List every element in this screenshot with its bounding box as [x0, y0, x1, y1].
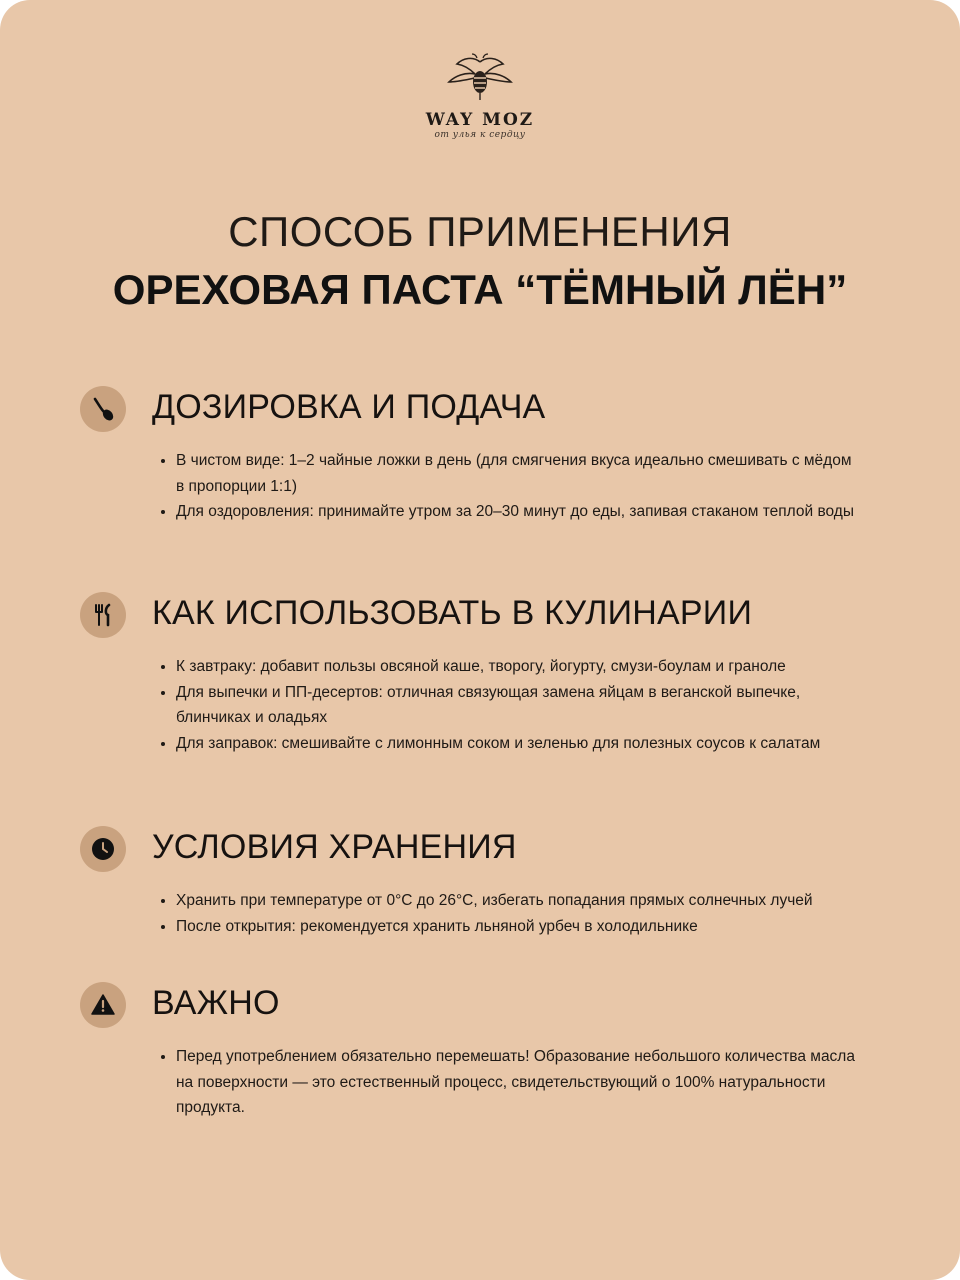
clock-icon	[80, 826, 126, 872]
list-item: • Для заправок: смешивайте с лимонным соком и зеленью для полезных соусов к салатам	[176, 731, 856, 757]
list-item: • В чистом виде: 1–2 чайные ложки в день (для смягчения вкуса идеально смешивать с мёдом в пропорции 1:1)	[176, 448, 856, 499]
bee-logo-icon	[445, 52, 515, 108]
section-title: УСЛОВИЯ ХРАНЕНИЯ	[152, 828, 517, 866]
brand-tagline: от улья к сердцу	[434, 130, 526, 140]
bullet-list	[160, 888, 876, 939]
list-item: • Хранить при температуре от 0°С до 26°С, избегать попадания прямых солнечных лучей	[176, 888, 876, 914]
list-item: • Для выпечки и ПП-десертов: отличная связующая замена яйцам в веганской выпечке, блинчиках и оладьях	[176, 680, 856, 731]
bullet-list	[160, 1044, 856, 1121]
section-title: КАК ИСПОЛЬЗОВАТЬ В КУЛИНАРИИ	[152, 594, 753, 632]
list-item: • К завтраку: добавит пользы овсяной каше, творогу, йогурту, смузи-боулам и граноле	[176, 654, 856, 680]
list-item: • Перед употреблением обязательно перемешать! Образование небольшого количества масла на поверхности — это естественный процесс, свидетельствующий о 100% натуральности продукта.	[176, 1044, 856, 1121]
product-title: ОРЕХОВАЯ ПАСТА “ТЁМНЫЙ ЛЁН”	[112, 266, 848, 313]
brand-name: WAY MOZ	[425, 110, 535, 130]
list-item: • После открытия: рекомендуется хранить льняной урбеч в холодильнике	[176, 914, 876, 940]
spoon-icon	[80, 386, 126, 432]
bullet-list	[160, 448, 856, 525]
fork-knife-icon	[80, 592, 126, 638]
list-item: • Для оздоровления: принимайте утром за 20–30 минут до еды, запивая стаканом теплой воды	[176, 499, 856, 525]
section-title: ДОЗИРОВКА И ПОДАЧА	[152, 388, 546, 426]
warning-icon	[80, 982, 126, 1028]
brand-logo	[380, 52, 580, 140]
bullet-list	[160, 654, 856, 756]
page-title: СПОСОБ ПРИМЕНЕНИЯ	[228, 208, 732, 255]
section-title: ВАЖНО	[152, 984, 280, 1022]
